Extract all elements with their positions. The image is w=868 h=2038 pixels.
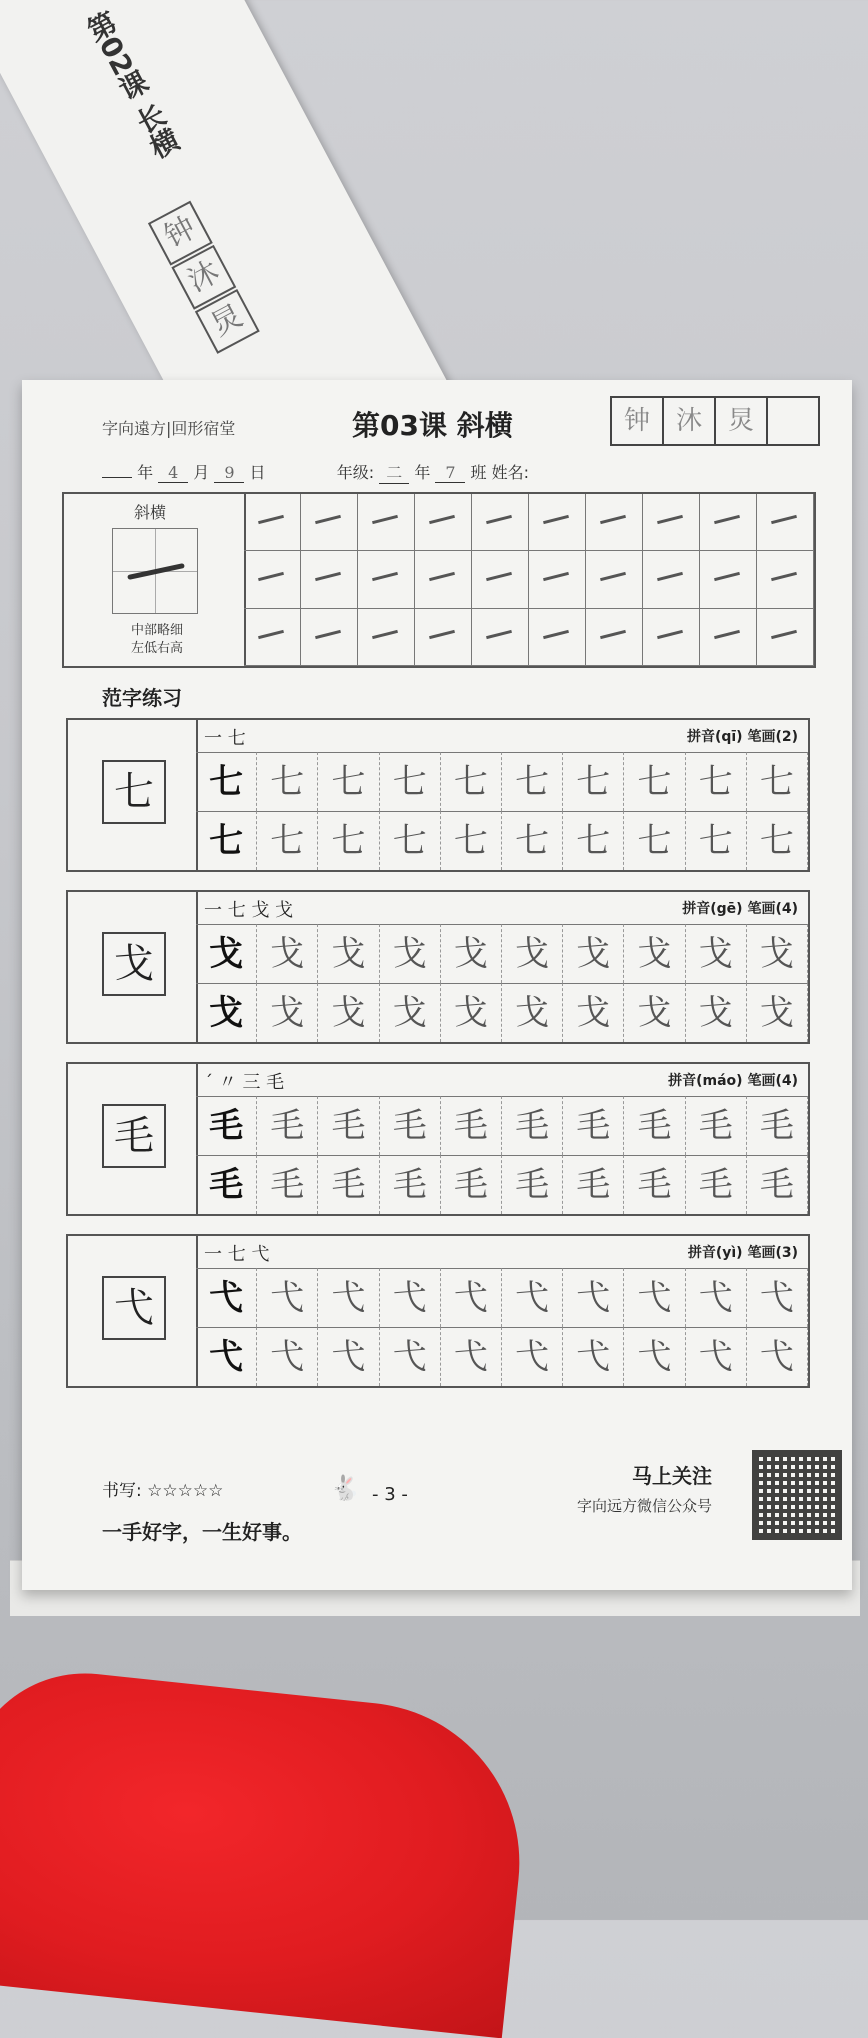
stroke-practice: [62, 492, 816, 668]
practice-cell: 弋: [441, 1268, 502, 1327]
practice-cell: 戈: [624, 983, 685, 1042]
practice-cell: 毛: [318, 1096, 379, 1155]
practice-cell: 弋: [686, 1268, 747, 1327]
year-blank: [102, 477, 132, 478]
practice-cell: 弋: [624, 1327, 685, 1386]
practice-cell: 七: [441, 752, 502, 811]
practice-rows: [196, 1268, 808, 1386]
practice-cell: 七: [380, 752, 441, 811]
practice-cell: 弋: [441, 1327, 502, 1386]
footer: [62, 1460, 822, 1560]
stroke-cell: [358, 609, 415, 666]
stroke-order: ´ 〃 三 毛: [204, 1072, 285, 1093]
practice-cell: 弋: [380, 1327, 441, 1386]
practice-cell: 毛: [563, 1096, 624, 1155]
stroke-cell: [757, 609, 814, 666]
follow-title: 马上关注: [632, 1464, 712, 1488]
stroke-info: [64, 494, 246, 666]
practice-cell: 弋: [563, 1327, 624, 1386]
practice-cell: 七: [563, 811, 624, 870]
practice-cell: 毛: [686, 1096, 747, 1155]
practice-rows: [196, 924, 808, 1042]
practice-cell: 七: [441, 811, 502, 870]
practice-cell: 弋: [318, 1268, 379, 1327]
practice-cell: 七: [624, 752, 685, 811]
practice-cell: 戈: [624, 924, 685, 983]
stroke-cell: [529, 551, 586, 608]
stroke-cell: [586, 551, 643, 608]
practice-cell: 戈: [563, 983, 624, 1042]
practice-cell: 七: [196, 811, 257, 870]
stroke-cell: [472, 551, 529, 608]
practice-cell: 毛: [686, 1155, 747, 1214]
model-char: 毛: [102, 1104, 166, 1168]
page-number: - 3 -: [372, 1484, 408, 1505]
practice-cell: 毛: [624, 1096, 685, 1155]
practice-cell: 戈: [747, 983, 808, 1042]
red-cloth: [0, 1662, 535, 2038]
char-meta: 拼音(máo) 笔画(4): [668, 1073, 798, 1089]
practice-cell: 毛: [441, 1155, 502, 1214]
practice-cell: 七: [563, 752, 624, 811]
qr-code-icon: [752, 1450, 842, 1540]
practice-cell: 弋: [257, 1327, 318, 1386]
practice-cell: 七: [747, 752, 808, 811]
char-meta: 拼音(yì) 笔画(3): [687, 1245, 798, 1261]
practice-cell: 弋: [624, 1268, 685, 1327]
grade-label: 年级:: [336, 463, 375, 482]
stroke-cell: [643, 494, 700, 551]
practice-cell: 戈: [686, 983, 747, 1042]
stroke-cell: [472, 494, 529, 551]
write-rating: 书写: ☆☆☆☆☆: [102, 1481, 224, 1501]
char-block: [66, 1062, 810, 1216]
practice-cell: 戈: [196, 924, 257, 983]
practice-rows: [196, 1096, 808, 1214]
brand-logo: 字向遠方|回形宿堂: [102, 419, 236, 438]
practice-cell: 毛: [196, 1155, 257, 1214]
practice-cell: 七: [624, 811, 685, 870]
stroke-name: 斜横: [134, 503, 167, 522]
practice-cell: 弋: [747, 1268, 808, 1327]
practice-cell: 戈: [380, 924, 441, 983]
stroke-cell: [700, 609, 757, 666]
practice-cell: 弋: [563, 1268, 624, 1327]
month-label: 月: [193, 463, 210, 482]
model-char: 七: [102, 760, 166, 824]
practice-cell: 七: [686, 752, 747, 811]
model-char: 戈: [102, 932, 166, 996]
info-row: [102, 460, 529, 484]
stroke-grid: [244, 494, 814, 666]
practice-cell: 毛: [624, 1155, 685, 1214]
stroke-tip-line: 左低右高: [130, 641, 183, 656]
practice-cell: 毛: [318, 1155, 379, 1214]
practice-cell: 弋: [502, 1268, 563, 1327]
stroke-order: 一 七 戈 戈: [204, 900, 294, 921]
practice-cell: 弋: [196, 1327, 257, 1386]
stroke-cell: [700, 494, 757, 551]
stroke-cell: [415, 494, 472, 551]
lesson-title: 第03课 斜横: [352, 409, 513, 442]
practice-cell: 戈: [318, 983, 379, 1042]
grade-value: 二: [379, 460, 409, 484]
stroke-cell: [244, 494, 301, 551]
char-block: [66, 890, 810, 1044]
practice-cell: 毛: [257, 1096, 318, 1155]
stroke-cell: [643, 551, 700, 608]
name-boxes: [612, 396, 820, 446]
practice-cell: 戈: [441, 924, 502, 983]
name-char: 沐: [662, 396, 716, 446]
back-name-char: 沐: [171, 245, 236, 310]
stroke-cell: [643, 609, 700, 666]
stroke-cell: [757, 494, 814, 551]
month-value: 4: [158, 463, 188, 483]
practice-cell: 戈: [318, 924, 379, 983]
practice-cell: 戈: [502, 983, 563, 1042]
char-block-left: [68, 1236, 198, 1386]
stroke-cell: [244, 609, 301, 666]
practice-cell: 毛: [380, 1096, 441, 1155]
practice-cell: 毛: [380, 1155, 441, 1214]
stroke-order: 一 七 弋: [204, 1244, 270, 1265]
stroke-cell: [415, 609, 472, 666]
practice-rows: [196, 752, 808, 870]
stroke-demo-icon: [112, 528, 198, 614]
motto: 一手好字，一生好事。: [102, 1520, 302, 1544]
practice-cell: 毛: [747, 1096, 808, 1155]
practice-cell: 戈: [196, 983, 257, 1042]
model-char: 弋: [102, 1276, 166, 1340]
stroke-cell: [415, 551, 472, 608]
stroke-tip: [102, 622, 212, 658]
char-meta: 拼音(gē) 笔画(4): [682, 901, 798, 917]
rabbit-icon: 🐇: [330, 1474, 360, 1502]
practice-cell: 七: [196, 752, 257, 811]
stroke-cell: [472, 609, 529, 666]
practice-cell: 七: [686, 811, 747, 870]
practice-cell: 戈: [686, 924, 747, 983]
practice-cell: 七: [318, 752, 379, 811]
stroke-cell: [586, 494, 643, 551]
name-char: 炅: [714, 396, 768, 446]
practice-cell: 七: [257, 752, 318, 811]
practice-cell: 弋: [380, 1268, 441, 1327]
practice-cell: 戈: [380, 983, 441, 1042]
practice-cell: 戈: [563, 924, 624, 983]
year-label: 年: [137, 463, 154, 482]
stroke-cell: [358, 494, 415, 551]
stroke-order: 一 七: [204, 728, 246, 749]
class-value: 7: [435, 463, 465, 483]
char-block-left: [68, 892, 198, 1042]
practice-cell: 毛: [257, 1155, 318, 1214]
back-name-char: 钟: [148, 201, 213, 266]
char-meta: 拼音(qī) 笔画(2): [686, 729, 798, 745]
practice-cell: 戈: [441, 983, 502, 1042]
practice-cell: 弋: [196, 1268, 257, 1327]
name-char: 钟: [610, 396, 664, 446]
stroke-cell: [529, 609, 586, 666]
practice-cell: 弋: [747, 1327, 808, 1386]
practice-cell: 毛: [502, 1155, 563, 1214]
practice-cell: 戈: [257, 983, 318, 1042]
stroke-cell: [700, 551, 757, 608]
follow-text: [512, 1460, 712, 1516]
stroke-cell: [301, 609, 358, 666]
practice-cell: 七: [318, 811, 379, 870]
back-name-char: 炅: [195, 289, 260, 354]
stroke-cell: [301, 551, 358, 608]
practice-cell: 戈: [257, 924, 318, 983]
practice-cell: 毛: [441, 1096, 502, 1155]
practice-cell: 弋: [502, 1327, 563, 1386]
stroke-cell: [586, 609, 643, 666]
practice-cell: 弋: [686, 1327, 747, 1386]
stroke-cell: [358, 551, 415, 608]
grade-unit: 年: [414, 463, 431, 482]
worksheet-page: [22, 380, 852, 1590]
section-title: 范字练习: [102, 686, 182, 710]
practice-cell: 七: [502, 752, 563, 811]
stroke-cell: [529, 494, 586, 551]
practice-cell: 毛: [196, 1096, 257, 1155]
follow-subtitle: 字向远方微信公众号: [576, 1497, 712, 1515]
name-char-empty: [766, 396, 820, 446]
practice-cell: 戈: [747, 924, 808, 983]
practice-cell: 毛: [747, 1155, 808, 1214]
char-block: [66, 718, 810, 872]
practice-cell: 七: [380, 811, 441, 870]
char-block: [66, 1234, 810, 1388]
back-title: 第02课 长横: [79, 6, 184, 164]
practice-cell: 毛: [563, 1155, 624, 1214]
stroke-tip-line: 中部略细: [130, 623, 183, 638]
stroke-cell: [244, 551, 301, 608]
practice-cell: 七: [257, 811, 318, 870]
practice-cell: 戈: [502, 924, 563, 983]
stroke-cell: [301, 494, 358, 551]
practice-cell: 弋: [257, 1268, 318, 1327]
back-name-boxes: [148, 201, 260, 354]
practice-cell: 弋: [318, 1327, 379, 1386]
header-row: [102, 400, 822, 450]
practice-cell: 七: [502, 811, 563, 870]
char-block-left: [68, 1064, 198, 1214]
practice-cell: 七: [747, 811, 808, 870]
class-label: 班 姓名:: [470, 463, 529, 482]
char-block-left: [68, 720, 198, 870]
day-label: 日: [249, 463, 266, 482]
day-value: 9: [214, 463, 244, 483]
stroke-cell: [757, 551, 814, 608]
practice-cell: 毛: [502, 1096, 563, 1155]
